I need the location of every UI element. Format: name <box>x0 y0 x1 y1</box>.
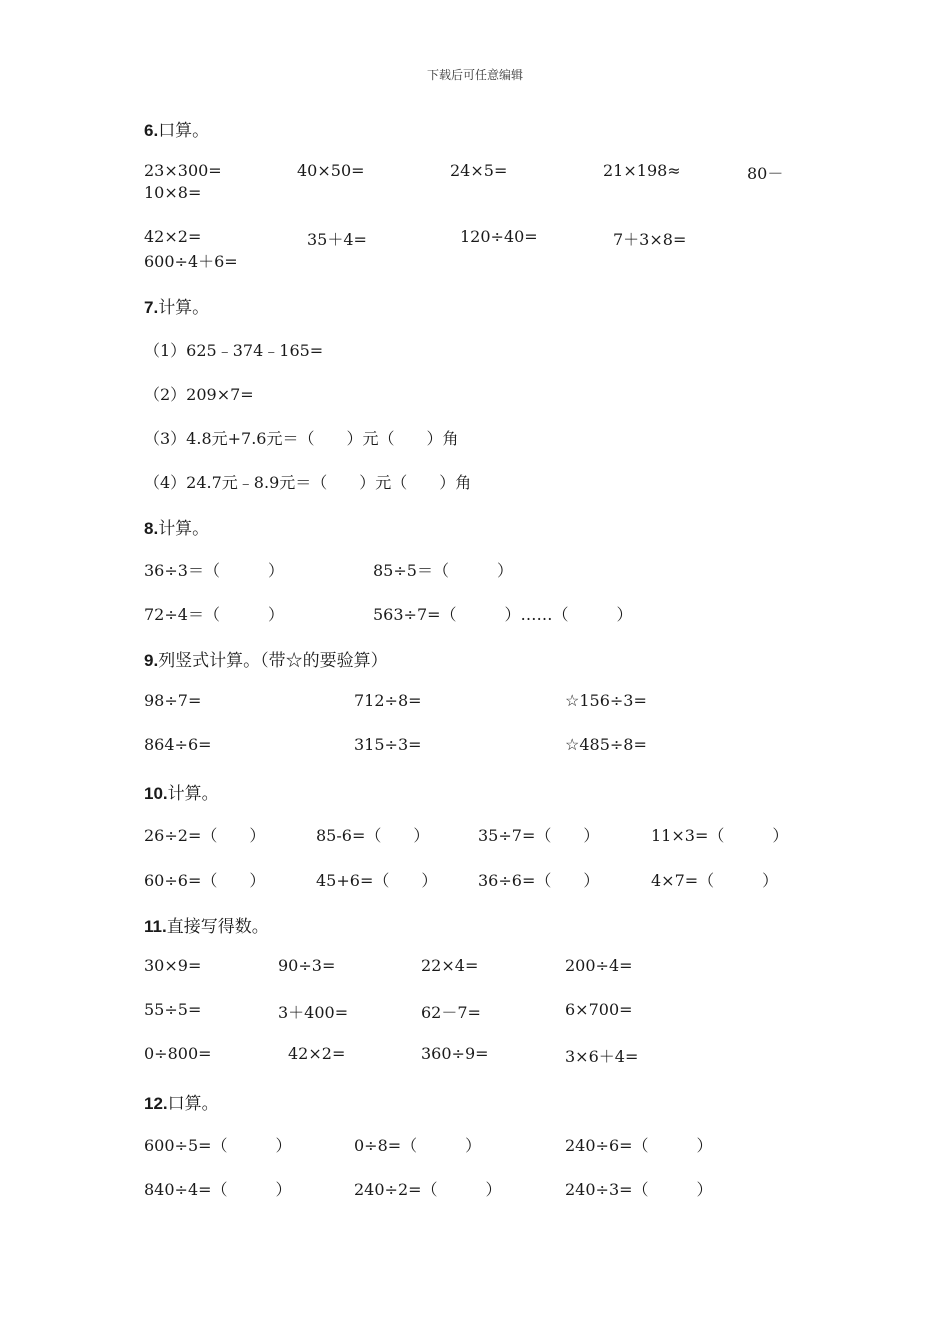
q9-row1 <box>144 691 844 715</box>
q7-title: 计算。 <box>158 298 210 318</box>
q9-heading <box>144 646 388 670</box>
q11-item: 0÷800= <box>144 1044 212 1063</box>
q8-item: 36÷3＝（ ） <box>144 561 284 580</box>
q11-row1 <box>144 956 844 980</box>
q10-item: 26÷2=（ ） <box>144 826 266 845</box>
q11-item: 62－7= <box>421 1003 481 1022</box>
q12-row2 <box>144 1177 844 1201</box>
q11-item: 200÷4= <box>565 956 633 975</box>
q7-item: （1）625﹣374﹣165= <box>144 341 324 360</box>
q10-item: 45+6=（ ） <box>316 871 438 890</box>
q11-row2 <box>144 1000 844 1024</box>
q9-item: 98÷7= <box>144 691 202 710</box>
q10-number: 10. <box>144 784 168 803</box>
q6-item: 7＋3×8= <box>613 230 687 249</box>
q11-item: 42×2= <box>288 1044 346 1063</box>
q7-heading <box>144 293 209 317</box>
q8-row1 <box>144 558 844 582</box>
q6-item: 35＋4= <box>307 230 367 249</box>
q6-item: 23×300= <box>144 161 222 180</box>
q11-row3 <box>144 1044 844 1068</box>
q10-item: 35÷7=（ ） <box>478 826 600 845</box>
q10-row1 <box>144 823 844 847</box>
q12-item: 240÷2=（ ） <box>354 1180 502 1199</box>
q10-row2 <box>144 868 844 892</box>
q6-row2 <box>144 227 844 251</box>
q10-item: 11×3=（ ） <box>651 826 789 845</box>
q11-item: 6×700= <box>565 1000 633 1019</box>
q11-heading <box>144 912 269 936</box>
q9-number: 9. <box>144 651 159 670</box>
q12-item: 240÷6=（ ） <box>565 1136 713 1155</box>
q6-item: 21×198≈ <box>603 161 681 180</box>
q12-item: 0÷8=（ ） <box>354 1136 482 1155</box>
q11-item: 3＋400= <box>278 1003 349 1022</box>
q11-number: 11. <box>144 917 167 936</box>
q12-title: 口算。 <box>167 1094 219 1114</box>
page-header: 下载后可任意编辑 <box>426 68 523 82</box>
q12-row1 <box>144 1133 844 1157</box>
q7-item: （3）4.8元+7.6元＝（ ）元（ ）角 <box>144 429 459 448</box>
q9-item: 864÷6= <box>144 735 212 754</box>
q12-item: 600÷5=（ ） <box>144 1136 292 1155</box>
q6-row1-wrap: 10×8= <box>144 183 202 202</box>
q11-item: 360÷9= <box>421 1044 489 1063</box>
q6-heading <box>144 116 209 140</box>
q9-item: 315÷3= <box>354 735 422 754</box>
q8-number: 8. <box>144 519 159 538</box>
q8-row2 <box>144 602 844 626</box>
q11-item: 55÷5= <box>144 1000 202 1019</box>
q10-item: 4×7=（ ） <box>651 871 779 890</box>
q11-title: 直接写得数。 <box>166 917 269 937</box>
q12-item: 840÷4=（ ） <box>144 1180 292 1199</box>
q10-heading <box>144 779 219 803</box>
q9-item: ☆156÷3= <box>565 691 647 710</box>
q6-item: 40×50= <box>297 161 365 180</box>
q8-title: 计算。 <box>158 519 210 539</box>
q9-item: 712÷8= <box>354 691 422 710</box>
q12-number: 12. <box>144 1094 168 1113</box>
q12-item: 240÷3=（ ） <box>565 1180 713 1199</box>
q6-item: 42×2= <box>144 227 202 246</box>
q6-title: 口算。 <box>158 121 210 141</box>
q10-item: 60÷6=（ ） <box>144 871 266 890</box>
q11-item: 90÷3= <box>278 956 336 975</box>
q6-row1 <box>144 161 844 185</box>
q7-item: （4）24.7元﹣8.9元＝（ ）元（ ）角 <box>144 473 472 492</box>
q6-number: 6. <box>144 121 159 140</box>
q11-item: 30×9= <box>144 956 202 975</box>
q6-item: 120÷40= <box>460 227 538 246</box>
q8-item: 85÷5＝（ ） <box>373 561 513 580</box>
q6-item: 80－ <box>747 164 784 183</box>
q9-row2 <box>144 735 844 759</box>
q11-item: 3×6＋4= <box>565 1047 639 1066</box>
q9-title: 列竖式计算。（带☆的要验算） <box>158 651 388 671</box>
q11-item: 22×4= <box>421 956 479 975</box>
q10-item: 36÷6=（ ） <box>478 871 600 890</box>
q7-item: （2）209×7= <box>144 385 254 404</box>
q8-item: 563÷7=（ ）……（ ） <box>373 605 633 624</box>
q9-item: ☆485÷8= <box>565 735 647 754</box>
q8-heading <box>144 514 209 538</box>
q7-number: 7. <box>144 298 159 317</box>
q12-heading <box>144 1089 219 1113</box>
q10-item: 85-6=（ ） <box>316 826 430 845</box>
q6-item: 24×5= <box>450 161 508 180</box>
q8-item: 72÷4＝（ ） <box>144 605 284 624</box>
q6-row2-wrap: 600÷4＋6= <box>144 252 238 271</box>
q10-title: 计算。 <box>167 784 219 804</box>
